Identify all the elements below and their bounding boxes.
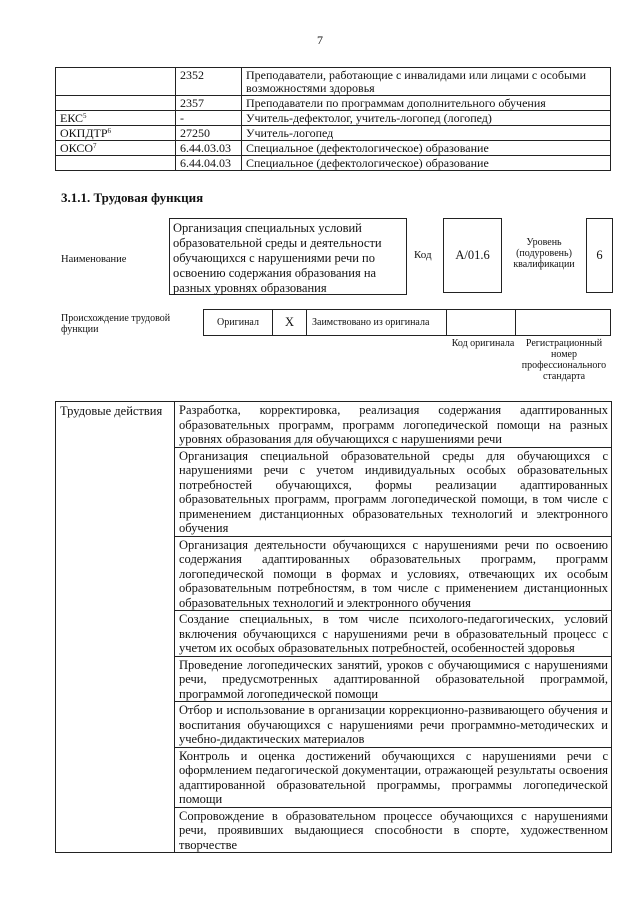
classification-row [56,156,611,171]
labor-action-item: Организация специальной образовательной среды для обучающихся с нарушениями речи с учетом индивидуальных особых образовательных потребностей обучающихся, формы реализации адаптированных образовательных программ, программ логопедической помощи, в том числе с применением дистанционных образовательных технологий и электронного обучения [175,447,612,536]
name-label: Наименование [61,254,127,265]
reg-number-cell [515,309,611,336]
classification-code: 6.44.04.03 [176,156,242,171]
labor-action-row [56,402,612,448]
labor-actions-label: Трудовые действия [56,402,175,853]
labor-action-item: Контроль и оценка достижений обучающихся с нарушениями речи с оформлением педагогической документации, отражающей результаты освоения адаптированной образовательной программы, программы логопедической помощи [175,747,612,807]
classification-name-cell [56,111,176,126]
classification-title: Специальное (дефектологическое) образование [242,156,611,171]
classification-row [56,111,611,126]
function-code-box: А/01.6 [443,218,502,293]
labor-action-item: Создание специальных, в том числе психолого-педагогических, условий включения обучающихся с нарушениями речи в образовательный процесс с учетом их особых образовательных потребностей, особенностей здоровья [175,611,612,657]
labor-actions-table [55,401,612,853]
original-code-cell [446,309,516,336]
classification-name-cell [56,126,176,141]
classification-name: ОКСО [60,141,94,155]
classification-code: 2352 [176,68,242,96]
classification-name-cell [56,156,176,171]
original-label: Оригинал [203,309,273,336]
classification-title: Преподаватели, работающие с инвалидами или лицами с особыми возможностями здоровья [242,68,611,96]
function-name-box: Организация специальных условий образовательной среды и деятельности обучающихся с нарушениями речи по освоению содержания образования на разных уровнях образования [169,218,407,295]
classification-name: ОКПДТР [60,126,108,140]
classification-row [56,141,611,156]
origin-label: Происхождение трудовой функции [61,313,171,335]
section-heading: 3.1.1. Трудовая функция [61,190,204,205]
classification-title: Специальное (дефектологическое) образование [242,141,611,156]
classification-code: 2357 [176,96,242,111]
labor-action-item: Отбор и использование в организации коррекционно-развивающего обучения и воспитания обучающихся с нарушениями речи программно-методических и учебно-дидактических материалов [175,702,612,748]
labor-action-item: Проведение логопедических занятий, уроков с обучающимися с нарушениями речи, предусмотренных адаптированной образовательной программой, программой логопедической помощи [175,656,612,702]
code-original-caption: Код оригинала [451,338,515,349]
level-value-box: 6 [586,218,613,293]
labor-action-item: Организация деятельности обучающихся с нарушениями речи по освоению содержания адаптированных образовательных программ, программ логопедической помощи в формах и условиях, отвечающих их особым образовательным потребностям, в том числе с применением дистанционных образовательных технологий и электронного обучения [175,536,612,611]
classification-code: - [176,111,242,126]
classification-code: 6.44.03.03 [176,141,242,156]
level-label: Уровень (подуровень) квалификации [513,237,575,270]
classification-table [55,67,611,171]
original-mark: X [272,309,307,336]
borrowed-label: Заимствовано из оригинала [306,309,447,336]
labor-action-item: Сопровождение в образовательном процессе обучающихся с нарушениями речи, проявивших выдающиеся способности в спорте, художественном творчестве [175,807,612,853]
classification-name-cell [56,68,176,96]
code-label: Код [414,249,432,261]
classification-row [56,96,611,111]
footnote-ref: 7 [93,142,97,150]
classification-name: ЕКС [60,111,84,125]
classification-row [56,68,611,96]
footnote-ref: 5 [83,112,87,120]
origin-row [203,309,612,336]
classification-row [56,126,611,141]
classification-name-cell [56,96,176,111]
footnote-ref: 6 [107,127,112,135]
classification-title: Учитель-дефектолог, учитель-логопед (логопед) [242,111,611,126]
classification-code: 27250 [176,126,242,141]
page-number: 7 [317,33,323,47]
classification-title: Преподаватели по программам дополнительного обучения [242,96,611,111]
classification-name-cell [56,141,176,156]
labor-action-item: Разработка, корректировка, реализация содержания адаптированных образовательных программ, программ логопедической помощи на разных уровнях образования для обучающихся с нарушениями речи [175,402,612,448]
classification-title: Учитель-логопед [242,126,611,141]
reg-number-caption: Регистрационный номер профессионального стандарта [521,338,607,382]
